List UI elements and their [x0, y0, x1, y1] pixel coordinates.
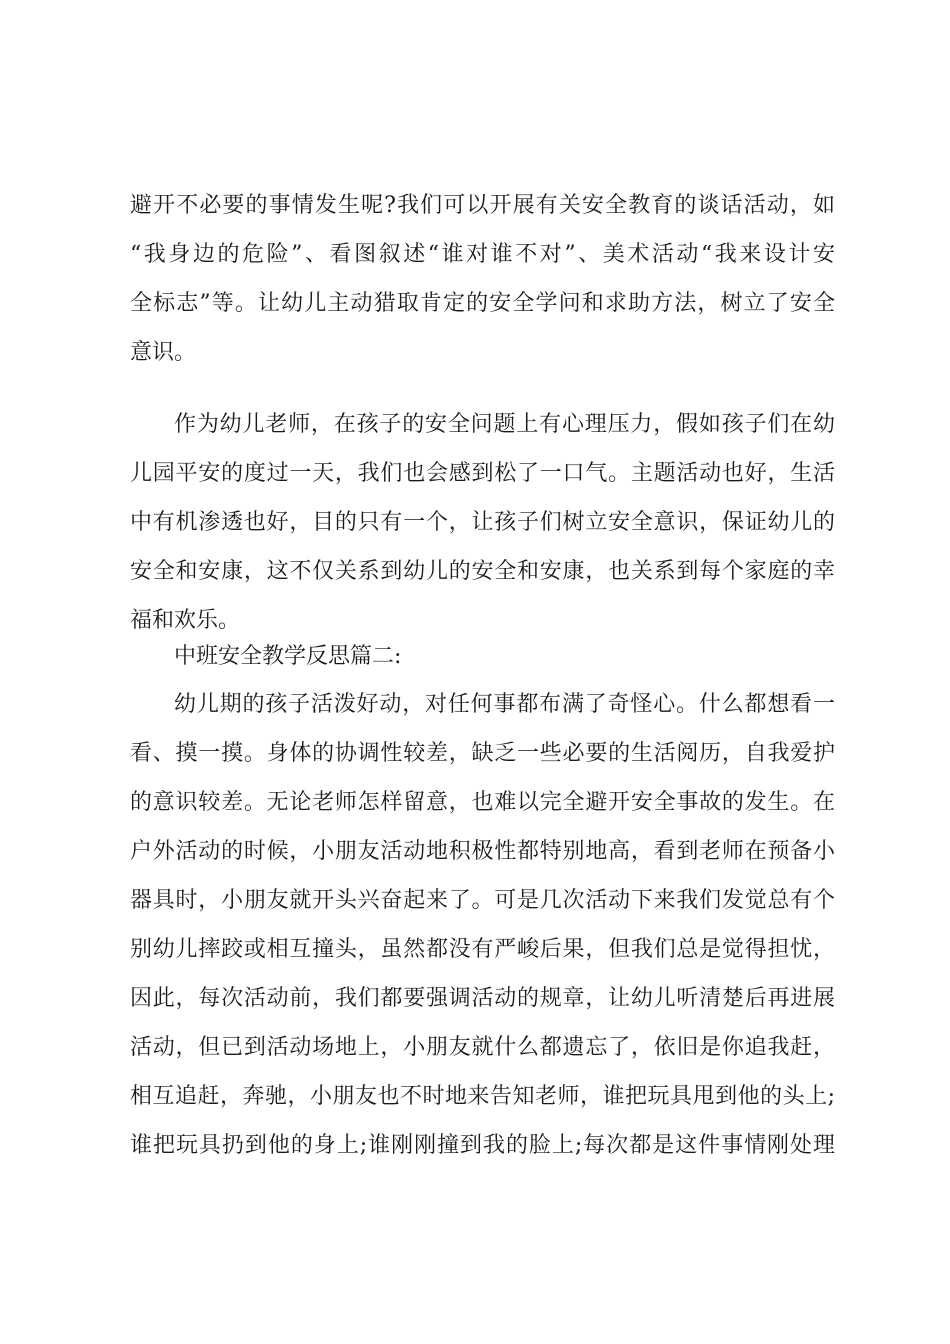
text-line: 别幼儿摔跤或相互撞头，虽然都没有严峻后果，但我们总是觉得担忧，: [130, 937, 835, 962]
text-line: “我身边的危险”、看图叙述“谁对谁不对”、美术活动“我来设计安: [130, 242, 835, 267]
text-line: 相互追赶，奔驰，小朋友也不时地来告知老师，谁把玩具甩到他的头上;: [130, 1084, 835, 1109]
text-line: 作为幼儿老师，在孩子的安全问题上有心理压力，假如孩子们在幼: [174, 412, 835, 437]
text-line: 中有机渗透也好，目的只有一个，让孩子们树立安全意识，保证幼儿的: [130, 510, 835, 535]
text-line: 儿园平安的度过一天，我们也会感到松了一口气。主题活动也好，生活: [130, 461, 835, 486]
text-line: 因此，每次活动前，我们都要强调活动的规章，让幼儿听清楚后再进展: [130, 986, 835, 1011]
section-heading: 中班安全教学反思篇二:: [174, 644, 402, 669]
text-line: 意识。: [130, 340, 197, 365]
text-line: 活动，但已到活动场地上，小朋友就什么都遗忘了，依旧是你追我赶，: [130, 1035, 835, 1060]
text-line: 幼儿期的孩子活泼好动，对任何事都布满了奇怪心。什么都想看一: [174, 692, 835, 717]
text-line: 看、摸一摸。身体的协调性较差，缺乏一些必要的生活阅历，自我爱护: [130, 741, 835, 766]
text-line: 福和欢乐。: [130, 608, 241, 633]
text-line: 安全和安康，这不仅关系到幼儿的安全和安康，也关系到每个家庭的幸: [130, 559, 835, 584]
text-line: 的意识较差。无论老师怎样留意，也难以完全避开安全事故的发生。在: [130, 790, 835, 815]
text-line: 全标志”等。让幼儿主动猎取肯定的安全学问和求助方法，树立了安全: [130, 291, 835, 316]
text-line: 谁把玩具扔到他的身上;谁刚刚撞到我的脸上;每次都是这件事情刚处理: [130, 1133, 835, 1158]
text-line: 户外活动的时候，小朋友活动地积极性都特别地高，看到老师在预备小: [130, 839, 835, 864]
text-line: 避开不必要的事情发生呢?我们可以开展有关安全教育的谈话活动，如: [130, 193, 835, 218]
text-line: 器具时，小朋友就开头兴奋起来了。可是几次活动下来我们发觉总有个: [130, 888, 835, 913]
